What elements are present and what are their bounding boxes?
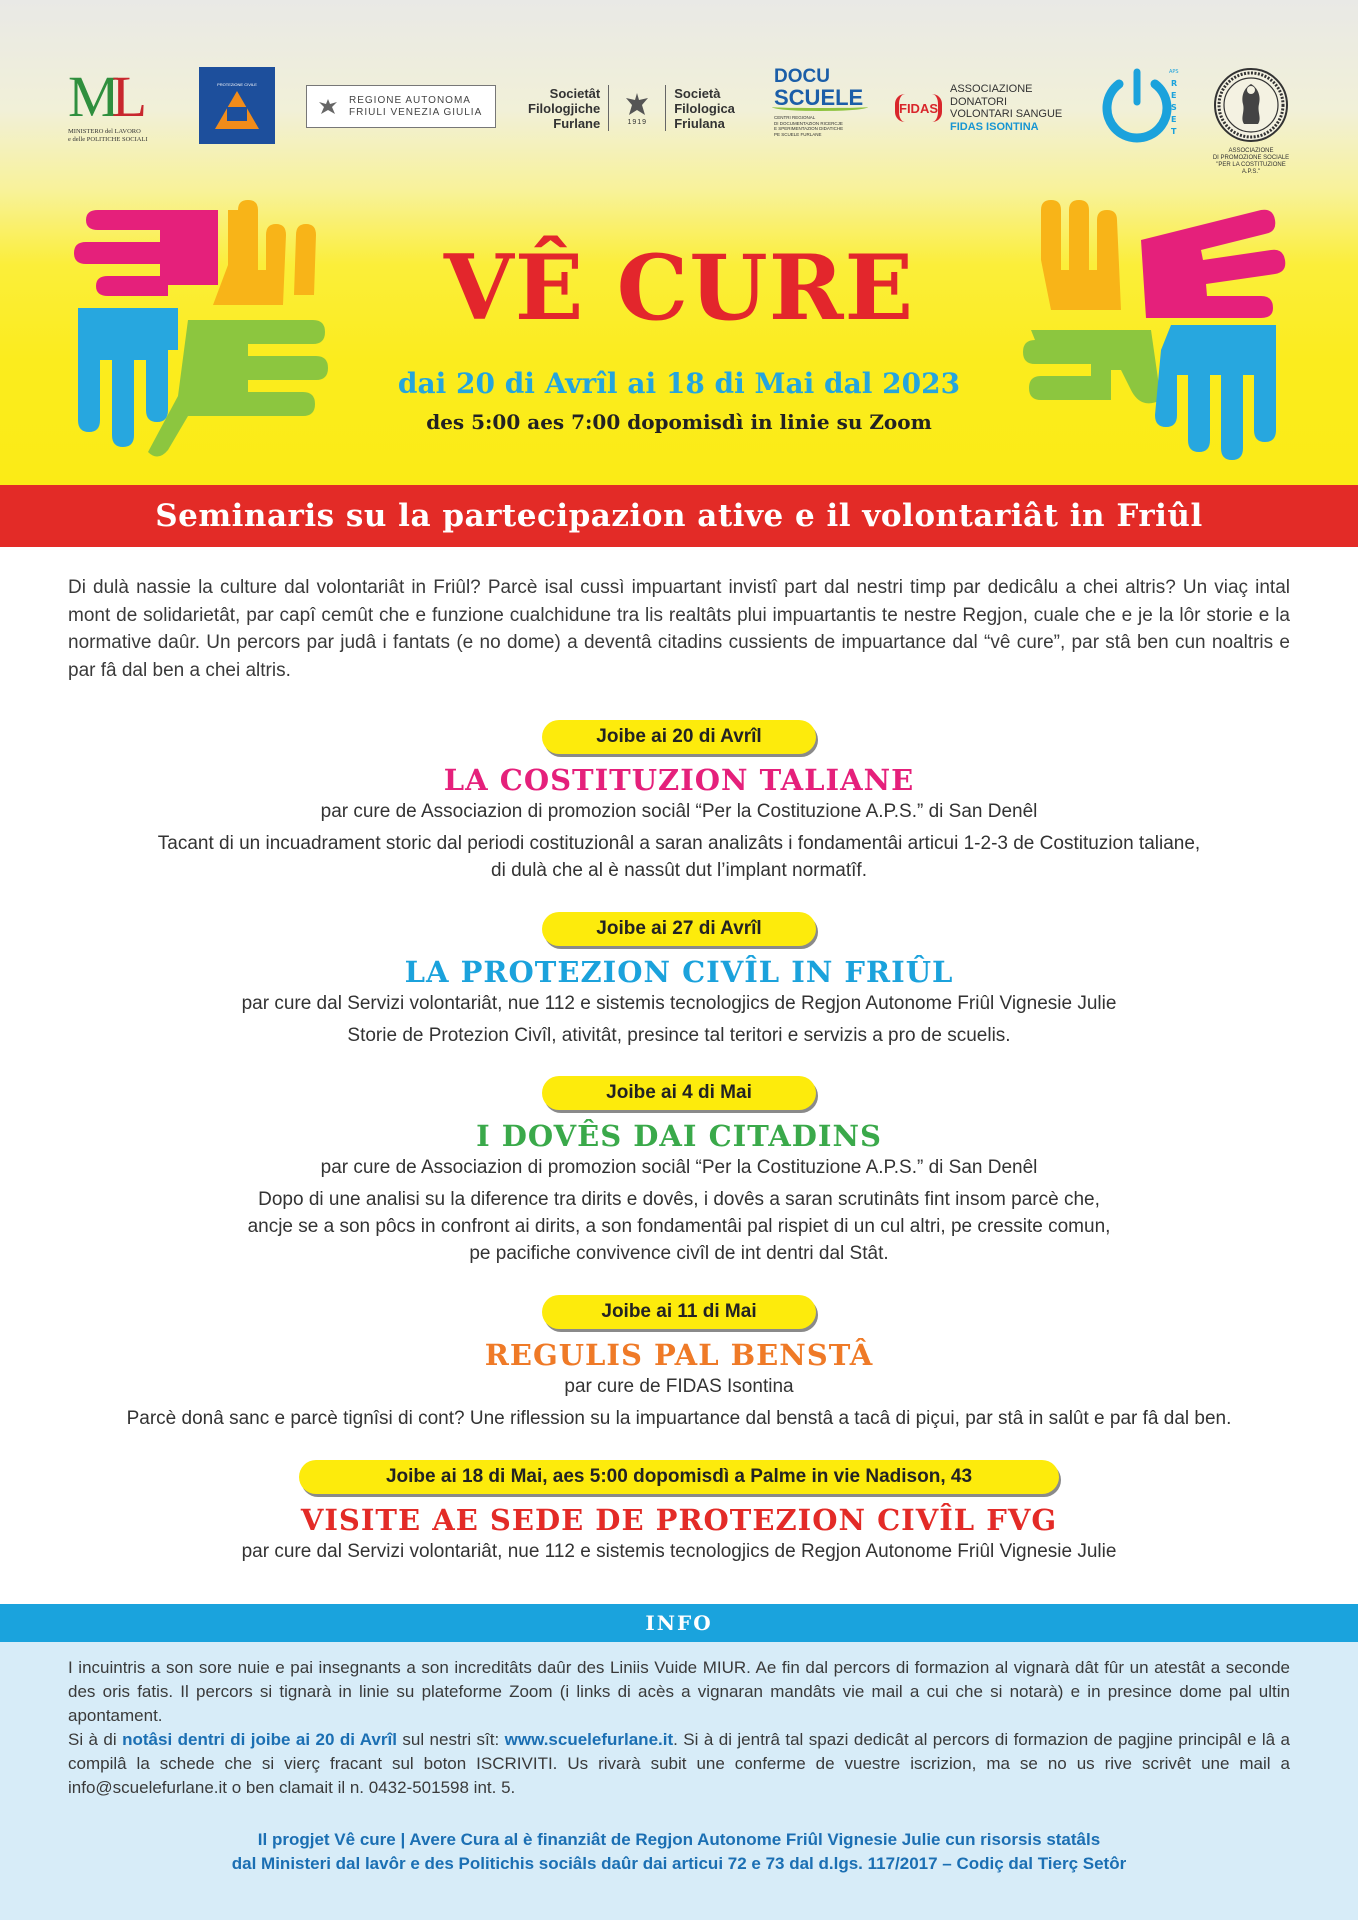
protezione-civile-text: PROTEZIONE CIVILE <box>217 82 257 87</box>
event-description-line: Dopo di une analisi su la diference tra dirits e dovês, i dovês a saran scrutinâts fint insom parcè che, <box>258 1189 1100 1210</box>
regione-fvg-logo <box>306 85 496 128</box>
event-organizer: par cure de Associazion di promozion sociâl “Per la Costituzione A.P.S.” di San Denêl <box>320 1157 1038 1178</box>
ministero-text-line1: MINISTERO del LAVORO <box>68 128 141 135</box>
event-date-pill: Joibe ai 20 di Avrîl <box>542 720 816 754</box>
event-item <box>0 720 1358 884</box>
subtitle-band <box>0 485 1358 547</box>
poster-header <box>0 0 1358 485</box>
event-item <box>0 912 1358 1049</box>
docuscuele-line1: DOCU <box>774 66 830 87</box>
seminar-dates: dai 20 di Avrîl ai 18 di Mai dal 2023 <box>397 367 961 400</box>
event-description <box>0 1022 1358 1049</box>
societat-name-italian: Società Filologica Friulana <box>674 85 735 131</box>
event-item <box>0 1295 1358 1432</box>
societat-name-furlan: Societât Filologjiche Furlane <box>528 85 601 131</box>
costituzione-aps-logo: ASSOCIAZIONE DI PROMOZIONE SOCIALE "PER LA COSTITUZIONE A.P.S." <box>1210 66 1292 184</box>
fidas-line3: FIDAS ISONTINA <box>950 120 1039 133</box>
website-link[interactable]: www.scuelefurlane.it <box>504 1730 674 1749</box>
intro-paragraph: Di dulà nassie la culture dal volontariât in Friûl? Parcè isal cussì impuartant invistî part dal nestri timp par dedicâlu a chei altris? Un viaç intal mont de solidarietât, par capî cemût che e funzione cualchidune tra lis realtâts plui impuartantis te nestre Regjon, cuale che e je la lôr storie e la normative daûr. Un percors par judâ i fantats (e no dome) a deventâ citadins cussients de impuartance dal “vê cure”, par stâ ben cun noaltris e par fâ dal ben a chei altris. <box>68 577 1290 681</box>
funding-note <box>0 1828 1358 1876</box>
poster-title: VÊ CURE <box>443 235 915 341</box>
info-paragraph: I incuintris a son sore nuie e pai insegnants a son increditâts daûr des Liniis Vuide MIUR. Ae fin dal percors di formazion al vignarà dât fûr un atestât a seconde des oris fatis. Il percors si tignarà in linie su plateforme Zoom (i links di acès a vignaran mandâts vie mail a cui che si notarà) e in presince dome pal ultin apontament. <box>68 1658 1290 1725</box>
docuscuele-subtitle: CENTRI REGIONAL DI DOCUMENTAZION RICERCJE E SPERIMENTAZION DIDATICHE PE SCUELE FURLANE <box>774 115 844 137</box>
event-item <box>0 1076 1358 1267</box>
protezione-civile-logo <box>199 67 275 144</box>
event-description-line: Tacant di un incuadrament storic dal periodi costituzionâl a saran analizâts i fondamentâi articui 1-2-3 de Costituzion taliane, <box>157 833 1201 854</box>
triangle-icon <box>215 91 259 129</box>
event-organizer: par cure dal Servizi volontariât, nue 112 e sistemis tecnologjics de Regjon Autonome Friûl Vignesie Julie <box>241 1541 1117 1562</box>
event-title: VISITE AE SEDE DE PROTEZION CIVÎL FVG <box>300 1503 1058 1537</box>
event-description <box>0 830 1358 884</box>
event-title: I DOVÊS DAI CITADINS <box>476 1119 882 1153</box>
svg-text:APS: APS <box>1169 69 1179 75</box>
event-item <box>0 1460 1358 1566</box>
societat-year: 1919 <box>627 118 648 126</box>
info-text <box>68 1656 1290 1800</box>
event-title: LA COSTITUZION TALIANE <box>443 763 915 797</box>
fidas-mark: FIDAS <box>895 94 942 122</box>
event-organizer: par cure dal Servizi volontariât, nue 112 e sistemis tecnologjics de Regjon Autonome Friûl Vignesie Julie <box>241 993 1117 1014</box>
event-description-line: ancje se a son pôcs in confront ai dirits, a son fondamentâi pal rispiet di un cul altri, pe cressite comun, <box>247 1216 1111 1237</box>
info-heading: INFO <box>0 1604 1358 1642</box>
svg-text:E: E <box>1171 91 1177 100</box>
event-title: LA PROTEZION CIVÎL IN FRIÛL <box>404 955 954 989</box>
societat-filologjiche-logo <box>528 83 743 133</box>
event-date-pill: Joibe ai 27 di Avrîl <box>542 912 816 946</box>
subtitle-text: Seminaris su la partecipazion ative e il volontariât in Friûl <box>155 498 1203 534</box>
partner-logos <box>0 60 1358 180</box>
event-title: REGULIS PAL BENSTÂ <box>484 1338 874 1372</box>
svg-text:T: T <box>1171 127 1177 136</box>
fidas-line1: ASSOCIAZIONE DONATORI <box>950 83 1033 108</box>
ministero-mark: ML <box>68 64 140 129</box>
funding-line: dal Ministeri dal lavôr e des Politichis sociâls daûr dai articui 72 e 73 dal d.lgs. 117/2017 – Codiç dal Tierç Setôr <box>231 1854 1127 1873</box>
fidas-logo <box>895 83 1080 133</box>
event-date-pill: Joibe ai 4 di Mai <box>542 1076 816 1110</box>
svg-text:E: E <box>1171 115 1177 124</box>
event-organizer: par cure de Associazion di promozion sociâl “Per la Costituzione A.P.S.” di San Denêl <box>320 801 1038 822</box>
ministero-logo <box>68 64 168 154</box>
event-description-line: Parcè donâ sanc e parcè tignîsi di cont? Une riflession su la impuartance dal benstâ a tacâ di piçui, par stâ in salût e par fâ dal ben. <box>126 1408 1232 1429</box>
docuscuele-logo <box>774 67 874 147</box>
event-description-line: Storie de Protezion Civîl, ativitât, presince tal teritori e servizis a pro de scuelis. <box>347 1025 1011 1046</box>
event-description <box>0 1186 1358 1267</box>
info-paragraph: Si à di notâsi dentri di joibe ai 20 di Avrîl sul nestri sît: www.scuelefurlane.it. Si à di jentrâ tal spazi dedicât al percors di formazion de pagjine principâl e lâ a compilâ la schede che si vierç fracant sul boton ISCRIVITI. Us rivarà subit une conferme de vuestre iscrizion, ma se no us rive scrivêt une mail a info@scuelefurlane.it o ben clamait il n. 0432-501598 int. 5. <box>68 1730 1290 1797</box>
regione-line2: FRIULI VENEZIA GIULIA <box>349 106 483 118</box>
svg-text:S: S <box>1171 103 1177 112</box>
event-date-pill: Joibe ai 11 di Mai <box>542 1295 816 1329</box>
event-description-line: di dulà che al è nassût dut l’implant normatîf. <box>491 860 867 881</box>
reset-logo <box>1097 66 1183 148</box>
registration-deadline: notâsi dentri di joibe ai 20 di Avrîl <box>122 1730 397 1749</box>
fidas-line2: VOLONTARI SANGUE <box>950 108 1063 120</box>
ministero-text-line2: e delle POLITICHE SOCIALI <box>68 136 148 143</box>
docuscuele-line2: SCUELE <box>774 87 863 109</box>
ministero-text <box>68 128 148 144</box>
seal-icon <box>1212 66 1290 144</box>
regione-line1: REGIONE AUTONOMA <box>349 94 471 106</box>
eagle-icon <box>624 91 650 119</box>
power-icon <box>1097 66 1183 148</box>
funding-line: Il progjet Vê cure | Avere Cura al è finanziât de Regjon Autonome Friûl Vignesie Julie cun risorsis statâls <box>257 1830 1101 1849</box>
event-organizer: par cure de FIDAS Isontina <box>564 1376 794 1397</box>
event-description-line: pe pacifiche convivence civîl de int dentri dal Stât. <box>469 1243 889 1264</box>
eagle-icon <box>317 96 339 118</box>
svg-text:R: R <box>1171 79 1178 88</box>
seminar-hours: des 5:00 aes 7:00 dopomisdì in linie su Zoom <box>426 410 932 434</box>
info-section <box>0 1642 1358 1920</box>
event-date-pill: Joibe ai 18 di Mai, aes 5:00 dopomisdì a Palme in vie Nadison, 43 <box>299 1460 1059 1494</box>
event-description <box>0 1405 1358 1432</box>
